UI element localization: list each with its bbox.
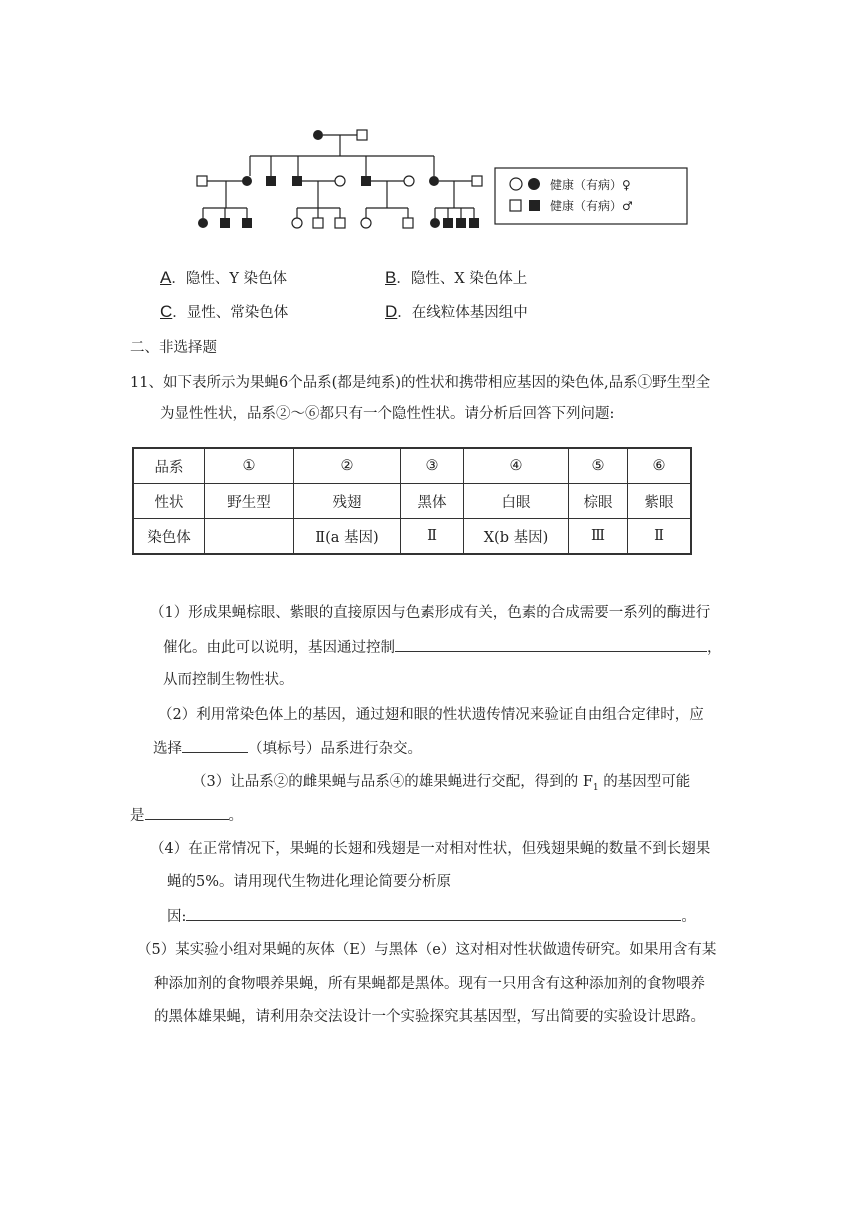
answer-blank-1[interactable] bbox=[395, 637, 707, 652]
option-a bbox=[160, 268, 287, 289]
option-b-text: ．隐性、X 染色体上 bbox=[396, 271, 528, 287]
option-a-letter: A bbox=[160, 268, 172, 287]
sub4-line2: 蝇的5%。请用现代生物进化理论简要分析原 bbox=[167, 874, 452, 890]
sub2-line1: （2）利用常染色体上的基因，通过翅和眼的性状遗传情况来验证自由组合定律时，应 bbox=[158, 707, 704, 723]
sub1-line3: 从而控制生物性状。 bbox=[163, 672, 294, 688]
option-a-text: ．隐性、Y 染色体 bbox=[171, 271, 288, 287]
sub1-line2-end: ， bbox=[707, 640, 722, 656]
legend-male-label: 健康（有病）♂ bbox=[550, 199, 633, 213]
sub1-line2 bbox=[163, 637, 722, 658]
sub3-line2 bbox=[130, 805, 243, 826]
table-cell: ③ bbox=[401, 448, 464, 484]
table-cell: Ⅲ bbox=[569, 519, 628, 555]
sub4-line3-end: 。 bbox=[681, 909, 696, 925]
table-row bbox=[133, 519, 691, 555]
table-cell: ① bbox=[205, 448, 294, 484]
sub4-line1: （4）在正常情况下，果蝇的长翅和残翅是一对相对性状，但残翅果蝇的数量不到长翅果 bbox=[150, 841, 711, 857]
table-row bbox=[133, 484, 691, 519]
table-cell: 紫眼 bbox=[628, 484, 692, 519]
table-cell: 野生型 bbox=[205, 484, 294, 519]
sub4-line3-text: 因: bbox=[167, 909, 187, 925]
sub1-line1: （1）形成果蝇棕眼、紫眼的直接原因与色素形成有关，色素的合成需要一系列的酶进行 bbox=[150, 605, 711, 621]
sub2-line2 bbox=[153, 738, 422, 759]
sub3-line1-end: 的基因型可能 bbox=[598, 774, 691, 790]
table-cell: Ⅱ bbox=[628, 519, 692, 555]
sub2-line2-end: （填标号）品系进行杂交。 bbox=[248, 741, 422, 757]
option-c-text: ．显性、常染色体 bbox=[172, 305, 289, 321]
section-title: 二、非选择题 bbox=[130, 340, 217, 356]
answer-blank-4[interactable] bbox=[186, 906, 681, 921]
table-cell: 白眼 bbox=[464, 484, 569, 519]
sub4-line3 bbox=[167, 906, 696, 927]
option-d-text: ．在线粒体基因组中 bbox=[397, 305, 528, 321]
table-cell: ⑥ bbox=[628, 448, 692, 484]
legend-box bbox=[495, 168, 687, 224]
q11-line1: 11、如下表所示为果蝇6个品系(都是纯系)的性状和携带相应基因的染色体,品系①野生型全 bbox=[130, 375, 711, 391]
answer-blank-2[interactable] bbox=[182, 738, 248, 753]
sub5-line2: 种添加剂的食物喂养果蝇，所有果蝇都是黑体。现有一只用含有这种添加剂的食物喂养 bbox=[154, 976, 705, 992]
table-row bbox=[133, 448, 691, 484]
table-cell: 品系 bbox=[133, 448, 205, 484]
answer-blank-3[interactable] bbox=[145, 805, 229, 820]
sub3-line1 bbox=[192, 772, 690, 798]
sub3-line2-text: 是 bbox=[130, 808, 145, 824]
table-cell: 棕眼 bbox=[569, 484, 628, 519]
option-b-letter: B bbox=[385, 268, 397, 287]
option-c-letter: C bbox=[160, 302, 173, 321]
sub3-subscript: 1 bbox=[592, 782, 599, 793]
q11-line2: 为显性性状，品系②～⑥都只有一个隐性性状。请分析后回答下列问题: bbox=[160, 406, 615, 422]
trait-table bbox=[132, 447, 692, 555]
sub3-line1-text: （3）让品系②的雌果蝇与品系④的雄果蝇进行交配，得到的 F bbox=[192, 774, 593, 790]
table-cell: 残翅 bbox=[294, 484, 401, 519]
option-d-letter: D bbox=[385, 302, 398, 321]
table-cell: 黑体 bbox=[401, 484, 464, 519]
table-cell: ⑤ bbox=[569, 448, 628, 484]
table-cell: 染色体 bbox=[133, 519, 205, 555]
sub5-line3: 的黑体雄果蝇，请利用杂交法设计一个实验探究其基因型，写出简要的实验设计思路。 bbox=[154, 1009, 705, 1025]
legend-female-label: 健康（有病）♀ bbox=[550, 178, 631, 192]
table-cell: 性状 bbox=[133, 484, 205, 519]
sub2-line2-text: 选择 bbox=[153, 741, 182, 757]
table-cell: ④ bbox=[464, 448, 569, 484]
table-cell: ② bbox=[294, 448, 401, 484]
sub5-line1: （5）某实验小组对果蝇的灰体（E）与黑体（e）这对相对性状做遗传研究。如果用含有某 bbox=[137, 942, 717, 958]
table-cell bbox=[205, 519, 294, 555]
option-b bbox=[385, 268, 527, 289]
option-c bbox=[160, 302, 288, 323]
table-cell: Ⅱ bbox=[401, 519, 464, 555]
sub3-line2-end: 。 bbox=[228, 808, 243, 824]
table-cell: Ⅱ(a 基因) bbox=[294, 519, 401, 555]
pedigree-diagram bbox=[190, 120, 690, 235]
table-cell: X(b 基因) bbox=[464, 519, 569, 555]
option-d bbox=[385, 302, 528, 323]
sub1-line2-text: 催化。由此可以说明，基因通过控制 bbox=[163, 640, 395, 656]
